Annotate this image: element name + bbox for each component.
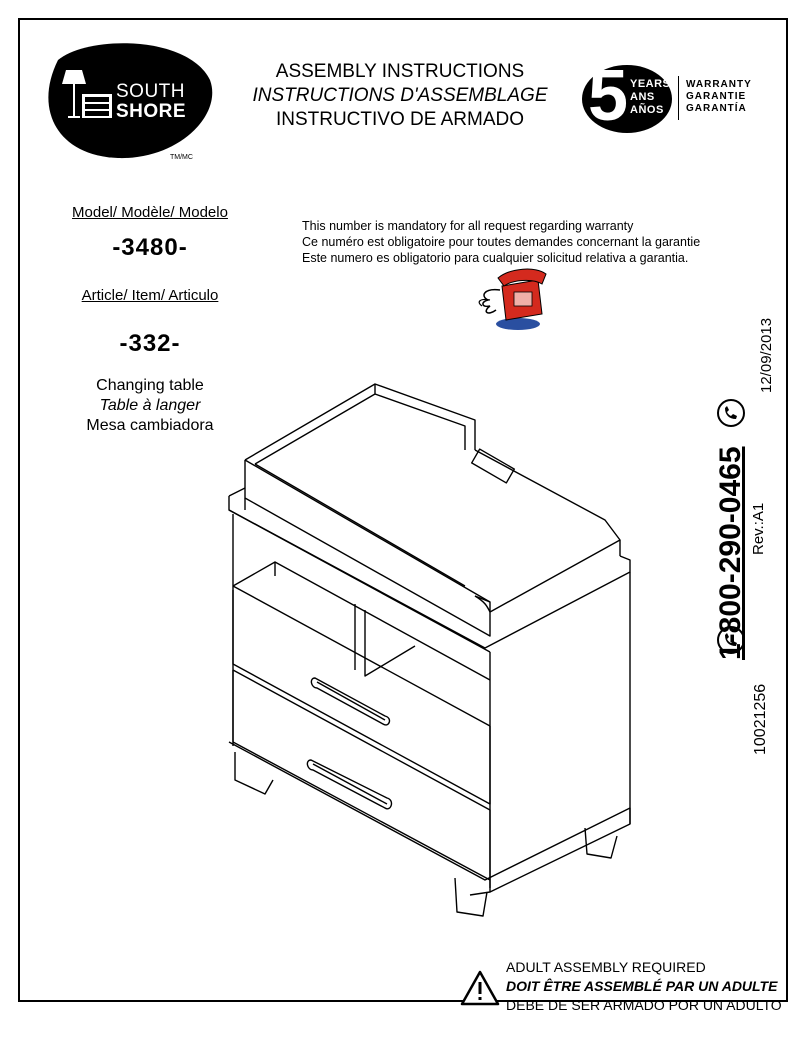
model-label-text: Model/ Modèle/ Modelo	[72, 204, 228, 221]
warning-triangle-icon	[460, 970, 500, 1006]
warning-fr: DOIT ÊTRE ASSEMBLÉ PAR UN ADULTE	[506, 978, 778, 994]
adult-assembly-warning	[506, 958, 782, 1015]
warranty-fr: GARANTIE	[686, 91, 747, 102]
warranty-years-en: YEARS	[630, 78, 671, 90]
warranty-es: GARANTÍA	[686, 103, 747, 114]
phone-handset-icon	[716, 398, 746, 428]
warning-es: DEBE DE SER ARMADO POR UN ADULTO	[506, 997, 782, 1013]
brand-line-2: SHORE	[116, 101, 187, 122]
article-label-text: Article/ Item/ Articulo	[81, 287, 219, 304]
side-info-strip	[712, 305, 782, 755]
title-fr: INSTRUCTIONS D'ASSEMBLAGE	[252, 85, 548, 106]
phone-handset-icon	[716, 625, 746, 655]
notice-es: Este numero es obligatorio para cualquier solicitud relativa a garantia.	[302, 251, 689, 265]
notice-fr: Ce numéro est obligatoire pour toutes demandes concernant la garantie	[302, 235, 701, 249]
warranty-notice	[302, 218, 700, 266]
trademark-note: TM/MC	[170, 154, 193, 161]
warranty-divider	[678, 76, 679, 120]
product-es: Mesa cambiadora	[86, 417, 214, 434]
warranty-years-label	[630, 78, 670, 117]
brand-line-1: SOUTH	[116, 81, 185, 102]
model-label	[40, 204, 260, 221]
warranty-label	[686, 79, 752, 115]
product-en: Changing table	[96, 377, 204, 394]
model-number: -3480-	[112, 234, 188, 261]
warning-en: ADULT ASSEMBLY REQUIRED	[506, 959, 706, 975]
red-telephone-icon	[470, 266, 550, 332]
warranty-years-fr: ANS	[630, 91, 655, 103]
revision: Rev.:A1	[750, 502, 767, 555]
article-number: -332-	[119, 330, 181, 357]
phone-number: 1-800-290-0465	[714, 446, 747, 660]
warranty-en: WARRANTY	[686, 79, 752, 90]
title-es: INSTRUCTIVO DE ARMADO	[275, 109, 525, 130]
article-label	[40, 287, 260, 304]
brand-name	[116, 82, 186, 122]
warranty-years-es: AÑOS	[630, 104, 664, 116]
warranty-years-number: 5	[588, 56, 629, 136]
document-number: 10021256	[752, 683, 769, 755]
title-en: ASSEMBLY INSTRUCTIONS	[275, 61, 525, 82]
document-title	[250, 60, 550, 132]
document-date: 12/09/2013	[758, 317, 775, 393]
notice-en: This number is mandatory for all request regarding warranty	[302, 219, 634, 233]
changing-table-illustration	[225, 380, 635, 920]
product-fr: Table à langer	[99, 397, 201, 414]
